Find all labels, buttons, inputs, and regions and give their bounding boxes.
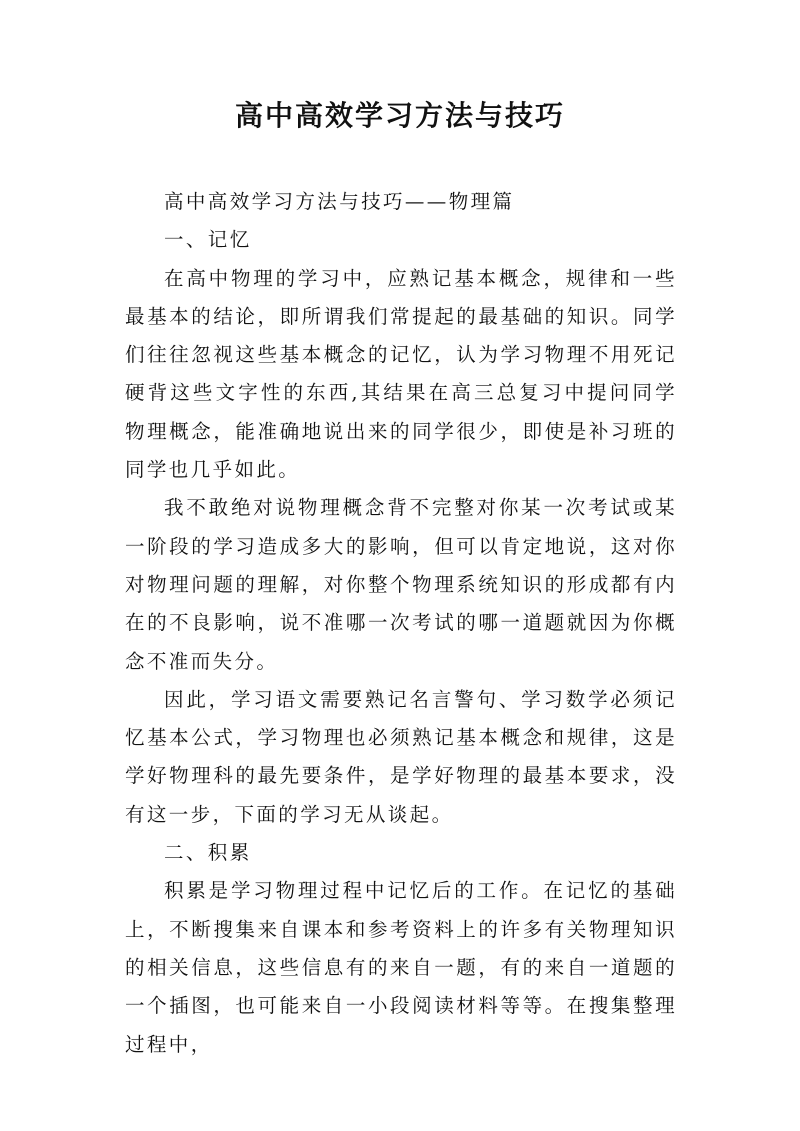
body-paragraph: 因此，学习语文需要熟记名言警句、学习数学必须记忆基本公式，学习物理也必须熟记基本概念和规律，这是学好物理科的最先要条件，是学好物理的最基本要求，没有这一步，下面的学习无从谈起。 — [125, 687, 677, 826]
body-paragraph: 在高中物理的学习中，应熟记基本概念，规律和一些最基本的结论，即所谓我们常提起的最基础的知识。同学们往往忽视这些基本概念的记忆，认为学习物理不用死记硬背这些文字性的东西,其结果在高三总复习中提问同学物理概念，能准确地说出来的同学很少，即使是补习班的同学也几乎如此。 — [125, 266, 677, 482]
subtitle-paragraph: 高中高效学习方法与技巧——物理篇 — [164, 190, 515, 213]
document-title: 高中高效学习方法与技巧 — [234, 99, 565, 132]
section-heading-memory: 一、记忆 — [164, 228, 252, 252]
section-heading-accumulation: 二、积累 — [164, 841, 252, 865]
body-paragraph: 我不敢绝对说物理概念背不完整对你某一次考试或某一阶段的学习造成多大的影响，但可以肯定地说，这对你对物理问题的理解，对你整个物理系统知识的形成都有内在的不良影响，说不准哪一次考试的哪一道题就因为你概念不准而失分。 — [125, 496, 677, 673]
body-paragraph: 积累是学习物理过程中记忆后的工作。在记忆的基础上，不断搜集来自课本和参考资料上的许多有关物理知识的相关信息，这些信息有的来自一题，有的来自一道题的一个插图，也可能来自一小段阅读材料等等。在搜集整理过程中， — [125, 879, 677, 1056]
document-body — [125, 183, 677, 1064]
